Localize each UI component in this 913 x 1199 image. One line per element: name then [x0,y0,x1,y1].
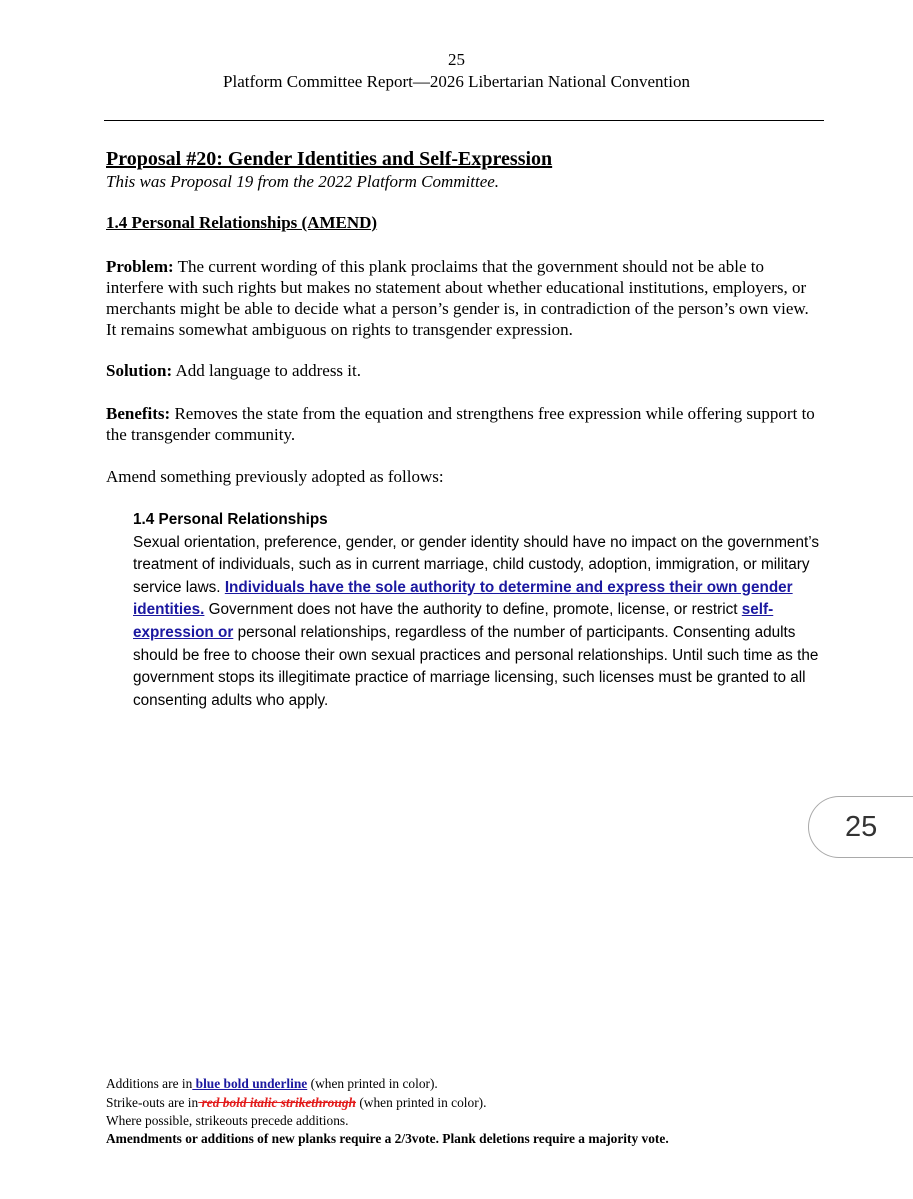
plank-block [133,509,823,712]
plank-text-2: Government does not have the authority to define, promote, license, or restrict [204,601,742,619]
footer-additions-sample: blue bold underline [192,1076,308,1091]
solution-label: Solution: [106,361,173,380]
solution-paragraph [106,360,826,381]
plank-body [133,532,823,713]
footer-additions-prefix: Additions are in [106,1076,193,1091]
problem-paragraph [106,256,822,340]
page-badge-number: 25 [845,811,878,843]
proposal-note: This was Proposal 19 from the 2022 Platform Committee. [106,172,500,191]
benefits-paragraph [106,403,822,445]
benefits-label: Benefits: [106,404,171,423]
header-divider [104,120,824,121]
header-page-number: 25 [448,50,465,69]
amend-intro: Amend something previously adopted as follows: [106,467,444,486]
plank-addition-2: self-expression or [133,601,774,641]
problem-text: The current wording of this plank proclaims that the government should not be able to interfere with such rights but makes no statement about whether educational institutions, employers, or merchants might be able to decide what a person’s gender is, in contradiction of the person’s own view. It remains somewhat ambiguous on rights to transgender expression. [106,257,809,339]
footer-strikeouts-sample: red bold italic strikethrough [198,1095,356,1110]
footer-strikeouts-prefix: Strike-outs are in [106,1095,199,1110]
page-number-badge[interactable] [808,796,913,858]
footer-strikeouts-legend [106,1094,487,1111]
footer-strikeouts-suffix: (when printed in color). [355,1095,487,1110]
footer-additions-suffix: (when printed in color). [307,1076,438,1091]
plank-addition-1: Individuals have the sole authority to determine and express their own gender identities. [133,578,793,619]
benefits-text: Removes the state from the equation and strengthens free expression while offering support to the transgender community. [106,404,815,444]
plank-text-3: personal relationships, regardless of the number of participants. Consenting adults should be free to choose their own sexual practices and personal relationships. Until such time as the government stops its illegitimate practice of marriage licensing, such licenses must be granted to all consenting adults who apply. [133,623,819,709]
header-title: Platform Committee Report—2026 Libertarian National Convention [223,72,690,91]
plank-title: 1.4 Personal Relationships [133,511,328,528]
proposal-title: Proposal #20: Gender Identities and Self-Expression [106,148,553,170]
footer-vote-rule: Amendments or additions of new planks require a 2/3vote. Plank deletions require a majority vote. [106,1131,669,1146]
section-heading: 1.4 Personal Relationships (AMEND) [106,213,378,232]
plank-text-1: Sexual orientation, preference, gender, or gender identity should have no impact on the government’s treatment of individuals, such as in current marriage, child custody, adoption, immigration, or military service laws. [133,533,819,596]
footer-precedence-note: Where possible, strikeouts precede additions. [106,1113,349,1128]
solution-text: Add language to address it. [172,361,361,380]
problem-label: Problem: [106,257,174,276]
footer-additions-legend [106,1075,438,1092]
